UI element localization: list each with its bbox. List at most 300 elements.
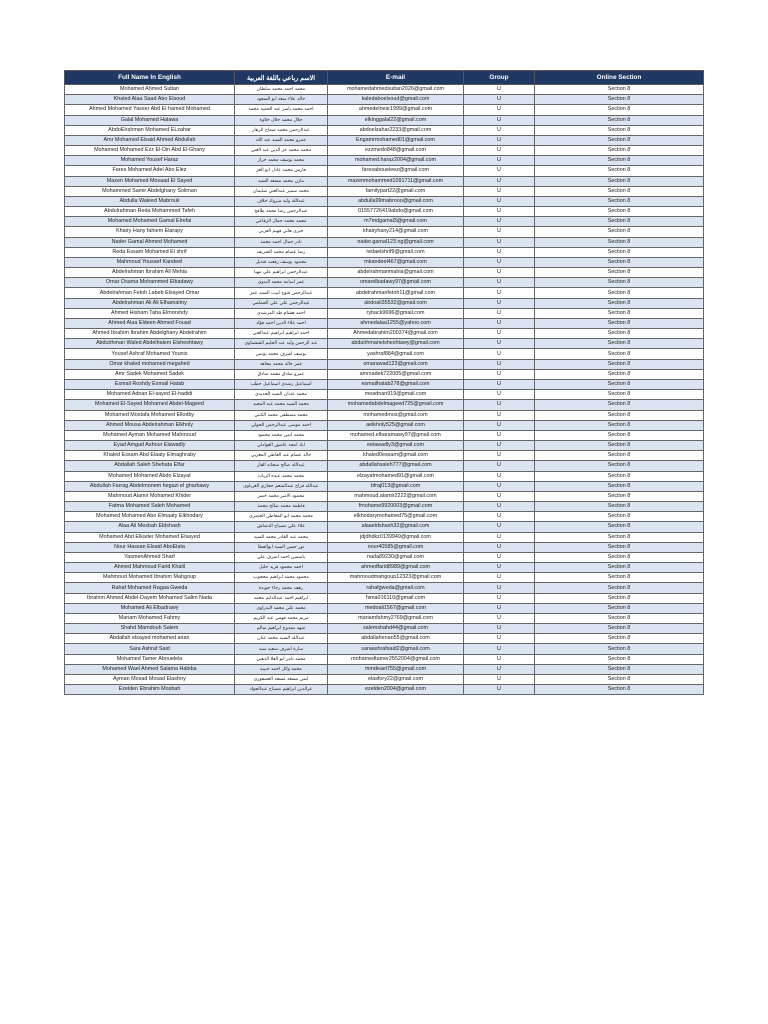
cell-group: U <box>464 278 535 288</box>
cell-online-section: Section 8 <box>535 288 704 298</box>
cell-name-english: Fatma Mohamed Saleh Mohamed <box>65 502 235 512</box>
table-row <box>65 247 704 257</box>
cell-name-arabic: محمد سمير عبدالغني سليمان <box>235 186 328 196</box>
cell-group: U <box>464 115 535 125</box>
cell-online-section: Section 8 <box>535 420 704 430</box>
cell-name-arabic: احمد محمود فريد خليل <box>235 563 328 573</box>
cell-email: salemshahd44@gmail.com <box>328 624 464 634</box>
cell-group: U <box>464 135 535 145</box>
cell-name-arabic: نور حسن السيد ابوالعطا <box>235 542 328 552</box>
cell-group: U <box>464 430 535 440</box>
table-row <box>65 227 704 237</box>
cell-online-section: Section 8 <box>535 186 704 196</box>
cell-online-section: Section 8 <box>535 563 704 573</box>
cell-email: Ahmedabrahim200374@gmail.com <box>328 329 464 339</box>
cell-online-section: Section 8 <box>535 593 704 603</box>
cell-online-section: Section 8 <box>535 176 704 186</box>
cell-name-english: Mahmoud Youssef Kandeel <box>65 257 235 267</box>
cell-name-english: Mohamed Ali Elbadrawy <box>65 603 235 613</box>
cell-name-arabic: احمد موسى عبدالرحمن الخولي <box>235 420 328 430</box>
table-row <box>65 95 704 105</box>
cell-online-section: Section 8 <box>535 349 704 359</box>
table-row <box>65 359 704 369</box>
cell-name-arabic: عبدالله صالح شحاته الفار <box>235 461 328 471</box>
cell-email: mohamedabdelmageed725@gmail.com <box>328 400 464 410</box>
cell-name-arabic: اسماعيل رشدي اسماعيل حطب <box>235 379 328 389</box>
cell-name-english: Mohammed Samir Abdelghany Soliman <box>65 186 235 196</box>
cell-name-arabic: عبدالله السيد محمد عنان <box>235 634 328 644</box>
cell-name-arabic: محمد علي محمد البدراوي <box>235 603 328 613</box>
cell-online-section: Section 8 <box>535 379 704 389</box>
table-row <box>65 125 704 135</box>
cell-name-arabic: شهد ممدوح ابراهيم سالم <box>235 624 328 634</box>
cell-name-arabic: خالد عصام عبد العاطي المغربي <box>235 451 328 461</box>
table-row <box>65 379 704 389</box>
cell-name-english: Abdulrhman Waled Abdelhalem Elsheshtawy <box>65 339 235 349</box>
cell-name-arabic: فارس محمد عادل ابو العز <box>235 166 328 176</box>
cell-name-english: Mahmoud Alamir Mohamed Khider <box>65 491 235 501</box>
cell-online-section: Section 8 <box>535 542 704 552</box>
cell-group: U <box>464 644 535 654</box>
cell-name-arabic: محمد عدنان السيد الحديدي <box>235 390 328 400</box>
cell-email: abdallahsaleh777@gmail.com <box>328 461 464 471</box>
cell-group: U <box>464 532 535 542</box>
cell-group: U <box>464 400 535 410</box>
cell-group: U <box>464 359 535 369</box>
cell-email: mazenmohammed1091711@gmail.com <box>328 176 464 186</box>
cell-group: U <box>464 95 535 105</box>
cell-group: U <box>464 227 535 237</box>
cell-name-english: Mohamed Abd Elkader Mohamed Elsayed <box>65 532 235 542</box>
table-row <box>65 512 704 522</box>
cell-email: medoali1567@gmail.com <box>328 603 464 613</box>
cell-email: jdjdhdkz0139949@gmail.com <box>328 532 464 542</box>
cell-group: U <box>464 268 535 278</box>
cell-email: elasfory22@gmail.com <box>328 674 464 684</box>
table-row <box>65 105 704 115</box>
cell-email: esmailhatab278@gmail.com <box>328 379 464 389</box>
cell-group: U <box>464 349 535 359</box>
cell-group: U <box>464 664 535 674</box>
table-row <box>65 613 704 623</box>
cell-name-arabic: محمد السيد محمد عبد المجيد <box>235 400 328 410</box>
cell-email: Engamrmohamed01@gmail.com <box>328 135 464 145</box>
cell-group: U <box>464 471 535 481</box>
cell-online-section: Section 8 <box>535 247 704 257</box>
cell-name-arabic: محمود محمد ابراهيم محجوب <box>235 573 328 583</box>
cell-name-arabic: عمر اسامة محمد البدوي <box>235 278 328 288</box>
cell-name-english: Abdallah Saleh Shehata Elfar <box>65 461 235 471</box>
cell-email: nada89230@gmail.com <box>328 552 464 562</box>
cell-name-english: Mohamed Mohamed Ezz El-Din Abd El-Ghany <box>65 146 235 156</box>
cell-name-arabic: محمد ايمن محمد محمود <box>235 430 328 440</box>
cell-email: mohamedahmedsultan2026@gmail.com <box>328 85 464 95</box>
cell-name-arabic: عمرو صادق محمد صادق <box>235 369 328 379</box>
cell-online-section: Section 8 <box>535 227 704 237</box>
cell-email: abdallahenan55@gmail.com <box>328 634 464 644</box>
cell-online-section: Section 8 <box>535 532 704 542</box>
cell-email: ahmedfarid8989@gmail.com <box>328 563 464 573</box>
cell-online-section: Section 8 <box>535 430 704 440</box>
table-row <box>65 207 704 217</box>
cell-name-arabic: محمد محمد عبده الزيات <box>235 471 328 481</box>
cell-name-arabic: احمد علاء الدين احمد فؤاد <box>235 318 328 328</box>
cell-email: mahmoud.alamir2222@gmail.com <box>328 491 464 501</box>
cell-online-section: Section 8 <box>535 613 704 623</box>
cell-email: kaledaboelsoud@gmail.com <box>328 95 464 105</box>
cell-email: fmohame9920003@gmail.com <box>328 502 464 512</box>
cell-name-arabic: محمود يوسف رفعت قنديل <box>235 257 328 267</box>
cell-group: U <box>464 369 535 379</box>
cell-online-section: Section 8 <box>535 664 704 674</box>
cell-group: U <box>464 156 535 166</box>
cell-online-section: Section 8 <box>535 237 704 247</box>
cell-email: nader.gamal123.ng@gmail.com <box>328 237 464 247</box>
cell-group: U <box>464 593 535 603</box>
table-row <box>65 542 704 552</box>
cell-email: 01557726419abdo@gmail.com <box>328 207 464 217</box>
cell-group: U <box>464 207 535 217</box>
cell-name-english: Omar khaled mohamed megahed <box>65 359 235 369</box>
table-row <box>65 278 704 288</box>
cell-email: mohamed.haraz2004@gmail.com <box>328 156 464 166</box>
cell-email: m7mdgamal3@gmail.com <box>328 217 464 227</box>
cell-online-section: Section 8 <box>535 471 704 481</box>
cell-name-english: Ahmed Alaa Eldeen Ahmed Fouad <box>65 318 235 328</box>
cell-online-section: Section 8 <box>535 461 704 471</box>
cell-email: familypart22@gmail.com <box>328 186 464 196</box>
table-row <box>65 85 704 95</box>
table-row <box>65 115 704 125</box>
cell-group: U <box>464 451 535 461</box>
cell-name-english: Mohamed Ahmed Sultan <box>65 85 235 95</box>
cell-name-arabic: علاء علي مصباح الدشاش <box>235 522 328 532</box>
cell-email: abdelrahmanmahia@gmail.com <box>328 268 464 278</box>
table-row <box>65 156 704 166</box>
table-row <box>65 441 704 451</box>
cell-email: saraashrafsaid2@gmail.com <box>328 644 464 654</box>
cell-online-section: Section 8 <box>535 654 704 664</box>
cell-email: alaaeldshash32@gmail.com <box>328 522 464 532</box>
cell-email: nour40585@gmail.com <box>328 542 464 552</box>
table-row <box>65 502 704 512</box>
cell-name-english: Mazen Mohamed Mosaad El Sayed <box>65 176 235 186</box>
table-row <box>65 257 704 267</box>
table-row <box>65 135 704 145</box>
table-row <box>65 298 704 308</box>
cell-group: U <box>464 573 535 583</box>
cell-name-arabic: رضا عصام محمد الشريف <box>235 247 328 257</box>
cell-online-section: Section 8 <box>535 257 704 267</box>
cell-online-section: Section 8 <box>535 573 704 583</box>
cell-group: U <box>464 410 535 420</box>
cell-group: U <box>464 196 535 206</box>
cell-name-arabic: عبدالله وليد مبروك خلاف <box>235 196 328 206</box>
table-row <box>65 166 704 176</box>
cell-name-english: Alaa Ali Mesbah Eldshash <box>65 522 235 532</box>
cell-online-section: Section 8 <box>535 339 704 349</box>
cell-online-section: Section 8 <box>535 268 704 278</box>
table-row <box>65 491 704 501</box>
cell-online-section: Section 8 <box>535 125 704 135</box>
cell-online-section: Section 8 <box>535 552 704 562</box>
cell-group: U <box>464 512 535 522</box>
cell-group: U <box>464 329 535 339</box>
cell-group: U <box>464 308 535 318</box>
table-row <box>65 471 704 481</box>
cell-name-english: Shahd Mamdouh Salem <box>65 624 235 634</box>
table-row <box>65 654 704 664</box>
table-row <box>65 369 704 379</box>
cell-email: abdoelzahar2233@gmail.com <box>328 125 464 135</box>
table-row <box>65 390 704 400</box>
table-row <box>65 430 704 440</box>
header-email: E-mail <box>328 71 464 85</box>
cell-online-section: Section 8 <box>535 217 704 227</box>
cell-online-section: Section 8 <box>535 644 704 654</box>
table-row <box>65 532 704 542</box>
table-row <box>65 308 704 318</box>
cell-group: U <box>464 105 535 115</box>
header-online-section: Online Section <box>535 71 704 85</box>
cell-name-english: Mohamed El-Sayed Mohamed Abdel-Mageed <box>65 400 235 410</box>
cell-name-arabic: عزالدين ابراهيم مصباح عبدالجواد <box>235 685 328 695</box>
cell-online-section: Section 8 <box>535 634 704 644</box>
cell-email: mmdeael755@gmail.com <box>328 664 464 674</box>
table-row <box>65 563 704 573</box>
cell-name-arabic: محمد عبد القادر محمد السيد <box>235 532 328 542</box>
cell-online-section: Section 8 <box>535 441 704 451</box>
cell-name-english: Ayman Mosad Mosad Elasfory <box>65 674 235 684</box>
cell-group: U <box>464 603 535 613</box>
cell-name-english: Ibrahim Ahmed Abdel-Dayem Mohamed Salim Nada <box>65 593 235 603</box>
cell-name-english: Khaled Alaa Saad Abo Elsoud <box>65 95 235 105</box>
cell-online-section: Section 8 <box>535 298 704 308</box>
cell-name-english: Abdulrahman Reda Mohammed Tafeh <box>65 207 235 217</box>
cell-name-arabic: احمد هشام طه المرشدي <box>235 308 328 318</box>
cell-name-english: Abdelrahman Ibrahim Ali Mehia <box>65 268 235 278</box>
cell-name-arabic: عمرو محمد السيد عبد الله <box>235 135 328 145</box>
table-row <box>65 410 704 420</box>
cell-online-section: Section 8 <box>535 135 704 145</box>
table-row <box>65 400 704 410</box>
cell-email: ezelden2004@gmail.com <box>328 685 464 695</box>
cell-group: U <box>464 298 535 308</box>
cell-online-section: Section 8 <box>535 603 704 613</box>
cell-name-english: Ahmed Ibrahim Ibrahim Abdelghany Abdelrahim <box>65 329 235 339</box>
table-body <box>65 85 704 695</box>
cell-email: mohamed.elbaramawy97@gmail.com <box>328 430 464 440</box>
cell-name-arabic: محمد مصطفى محمد الكتبي <box>235 410 328 420</box>
cell-name-english: Ezelden Ebrahim Mosbah <box>65 685 235 695</box>
cell-name-arabic: محمود الامير محمد خضر <box>235 491 328 501</box>
cell-name-english: Khaled Essam Abd Elaaty Elmaghraby <box>65 451 235 461</box>
cell-online-section: Section 8 <box>535 146 704 156</box>
header-group: Group <box>464 71 535 85</box>
cell-name-arabic: نادر جمال احمد محمد <box>235 237 328 247</box>
cell-name-english: Abdelrahman Ali Ali Elhamalmy <box>65 298 235 308</box>
cell-name-arabic: محمد محمد ابو المعاطي الخضري <box>235 512 328 522</box>
header-name-arabic: الاسم رباعي باللغة العربية <box>235 71 328 85</box>
cell-group: U <box>464 502 535 512</box>
table-row <box>65 573 704 583</box>
cell-online-section: Section 8 <box>535 481 704 491</box>
cell-name-english: Ahmed Mousa Abdelrahman Elkholy <box>65 420 235 430</box>
cell-email: omarelbadawy97@gmail.com <box>328 278 464 288</box>
table-row <box>65 349 704 359</box>
cell-name-english: Nour Hassan Elsaid AboElata <box>65 542 235 552</box>
cell-name-english: Mohamed Mostafa Mohamed Elkotby <box>65 410 235 420</box>
students-table <box>64 70 704 695</box>
cell-email: khairyhany214@gmail.com <box>328 227 464 237</box>
cell-name-english: Mariam Mohamed Fahmy <box>65 613 235 623</box>
cell-group: U <box>464 379 535 389</box>
cell-name-arabic: جلال محمد جلال حلاوة <box>235 115 328 125</box>
cell-online-section: Section 8 <box>535 85 704 95</box>
cell-name-english: Sara Ashraf Said <box>65 644 235 654</box>
cell-name-arabic: عبدالرحمن علي علي الحملمي <box>235 298 328 308</box>
table-row <box>65 634 704 644</box>
cell-name-english: Rahaf Mohamed Ragaa Gweda <box>65 583 235 593</box>
cell-group: U <box>464 390 535 400</box>
cell-group: U <box>464 288 535 298</box>
cell-online-section: Section 8 <box>535 583 704 593</box>
cell-group: U <box>464 624 535 634</box>
cell-name-english: Yousef Ashraf Mohamed Younis <box>65 349 235 359</box>
cell-group: U <box>464 674 535 684</box>
cell-name-english: Mohamed Ayman Mohamed Mahmoud <box>65 430 235 440</box>
cell-email: ahmedelnesr1999@gmail.com <box>328 105 464 115</box>
table-row <box>65 186 704 196</box>
table-row <box>65 420 704 430</box>
cell-email: mohamedmos@gmail.com <box>328 410 464 420</box>
cell-email: ezzmedo848@gmail.com <box>328 146 464 156</box>
cell-name-arabic: محمد يوسف محمد حراز <box>235 156 328 166</box>
cell-group: U <box>464 481 535 491</box>
cell-name-english: Mohamed Tamer Abouelela <box>65 654 235 664</box>
cell-group: U <box>464 461 535 471</box>
cell-group: U <box>464 217 535 227</box>
cell-email: elkinggalal22@gmail.com <box>328 115 464 125</box>
cell-online-section: Section 8 <box>535 512 704 522</box>
cell-group: U <box>464 583 535 593</box>
cell-name-english: Abdelrahman Fetoh Labeb Elsayed Omar <box>65 288 235 298</box>
cell-email: hima016110@gmail.com <box>328 593 464 603</box>
table-row <box>65 481 704 491</box>
cell-email: amrsadek722005@gmail.com <box>328 369 464 379</box>
table-row <box>65 288 704 298</box>
cell-name-arabic: محمد احمد محمد سلطان <box>235 85 328 95</box>
cell-email: omarawad123@gmail.com <box>328 359 464 369</box>
cell-online-section: Section 8 <box>535 359 704 369</box>
cell-name-english: Mohamed Mohamed Gamal Elrefai <box>65 217 235 227</box>
cell-group: U <box>464 542 535 552</box>
cell-group: U <box>464 552 535 562</box>
cell-name-arabic: خالد علاء سعد ابو السعود <box>235 95 328 105</box>
cell-name-english: Mohamed Mohamed Abdo Elzayat <box>65 471 235 481</box>
table-row <box>65 461 704 471</box>
cell-group: U <box>464 318 535 328</box>
table-row <box>65 603 704 613</box>
cell-name-arabic: يوسف اشرف محمد يونس <box>235 349 328 359</box>
cell-group: U <box>464 563 535 573</box>
cell-email: abdoali35532@gmail.com <box>328 298 464 308</box>
cell-name-english: YasmenAhmed Sharf <box>65 552 235 562</box>
cell-email: eelawadly3@gmail.com <box>328 441 464 451</box>
table-row <box>65 196 704 206</box>
cell-email: ryback9696@gmail.com <box>328 308 464 318</box>
cell-name-english: Abdullah Farrag Abdelmonem hegazi el gharbawy <box>65 481 235 491</box>
cell-group: U <box>464 257 535 267</box>
cell-email: bfraj013@gmail.com <box>328 481 464 491</box>
cell-name-arabic: مازن محمد مسعد السيد <box>235 176 328 186</box>
cell-email: abdulla99mabrooo@gmail.com <box>328 196 464 206</box>
cell-name-arabic: محمد محمد عز الدين عبد الغني <box>235 146 328 156</box>
cell-name-arabic: فاطمة محمد صالح محمد <box>235 502 328 512</box>
cell-email: faresaboueleez@gmail.com <box>328 166 464 176</box>
cell-name-english: Abdallah elsayed mohamed anan <box>65 634 235 644</box>
cell-name-english: Omar Osama Mohammed Elbadawy <box>65 278 235 288</box>
cell-email: ahmedalaa1255@yahoo.com <box>328 318 464 328</box>
cell-online-section: Section 8 <box>535 674 704 684</box>
cell-email: elzayatmohamed91@gmail.com <box>328 471 464 481</box>
cell-name-english: Eyad Amgad Ashour Elawadly <box>65 441 235 451</box>
table-row <box>65 674 704 684</box>
cell-name-english: Amr Mohamed Elsaid Ahmed Abdullah <box>65 135 235 145</box>
cell-email: yashraf884@gmail.com <box>328 349 464 359</box>
cell-name-english: AbdoElrahman Mohamed ELzahar <box>65 125 235 135</box>
cell-online-section: Section 8 <box>535 95 704 105</box>
table-row <box>65 664 704 674</box>
cell-name-arabic: عبد الرحمن وليد عبد الحليم الششتاوي <box>235 339 328 349</box>
cell-name-arabic: عبدالرحمن رضا محمد طافح <box>235 207 328 217</box>
cell-online-section: Section 8 <box>535 522 704 532</box>
cell-online-section: Section 8 <box>535 156 704 166</box>
cell-group: U <box>464 613 535 623</box>
cell-name-english: Mohamed Wael Ahmed Salama Habiba <box>65 664 235 674</box>
cell-name-arabic: مريم محمد فهمي عبد الكريم <box>235 613 328 623</box>
cell-email: elkhodarymohamed75@gmail.com <box>328 512 464 522</box>
cell-email: moadnan919@gmail.com <box>328 390 464 400</box>
cell-email: abdulrhmanelsheshtawy@gmail.com <box>328 339 464 349</box>
cell-name-arabic: ايمن مسعد مسعد العصفوري <box>235 674 328 684</box>
cell-group: U <box>464 420 535 430</box>
cell-group: U <box>464 491 535 501</box>
table-row <box>65 217 704 227</box>
cell-email: aelkholy525@gmail.com <box>328 420 464 430</box>
table-row <box>65 624 704 634</box>
cell-online-section: Section 8 <box>535 318 704 328</box>
cell-online-section: Section 8 <box>535 451 704 461</box>
cell-online-section: Section 8 <box>535 308 704 318</box>
table-row <box>65 146 704 156</box>
cell-online-section: Section 8 <box>535 196 704 206</box>
cell-email: rahafgweda@gmail.com <box>328 583 464 593</box>
cell-online-section: Section 8 <box>535 685 704 695</box>
table-row <box>65 268 704 278</box>
cell-group: U <box>464 247 535 257</box>
cell-group: U <box>464 186 535 196</box>
cell-name-arabic: ابراهيم احمد عبدالدايم محمد <box>235 593 328 603</box>
cell-name-english: Abdulla Waleed Mabrouk <box>65 196 235 206</box>
cell-name-arabic: ياسمين احمد اشرف علي <box>235 552 328 562</box>
cell-name-arabic: عبدالرحمن ابراهيم علي مهيا <box>235 268 328 278</box>
cell-online-section: Section 8 <box>535 207 704 217</box>
cell-name-english: Khairy Hany fahiem Elarapy <box>65 227 235 237</box>
cell-name-arabic: اياد امجد عاشور العوادلي <box>235 441 328 451</box>
cell-email: khaled0essam@gmail.com <box>328 451 464 461</box>
cell-email: mariamfahmy2769@gmail.com <box>328 613 464 623</box>
